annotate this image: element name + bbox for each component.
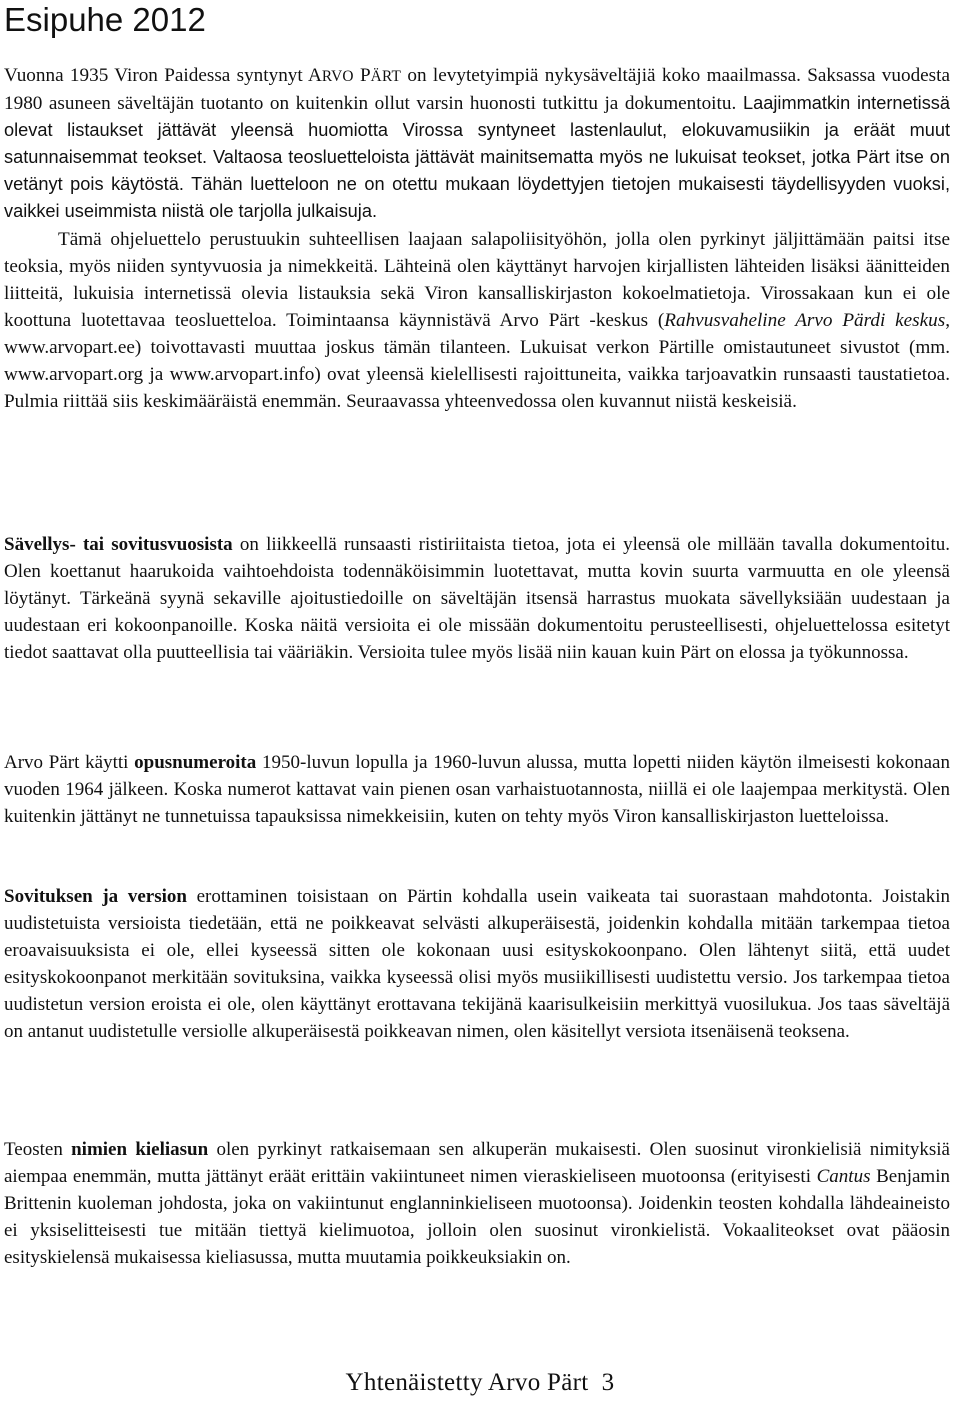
page-footer bbox=[0, 1368, 960, 1398]
section-opus bbox=[4, 749, 950, 830]
intro-paragraph-1 bbox=[4, 62, 950, 226]
footer-book-title: Yhtenäistetty Arvo Pärt bbox=[345, 1369, 589, 1396]
language-text-b: Benjamin Brittenin kuoleman johdosta, joka on vakiintunut englanninkieliseen muotoonsa). Joidenkin teosten kohdalla lähdeaineisto ei yksiselitteisesti tue mitään tiettyä kielimuotoa, jolloin olen suosinut vironkielistä. Vokaaliteokset ovat pääosin esityskielensä mukaisessa kieliasussa, mutta muutamia poikkeuksiakin on. bbox=[4, 1166, 950, 1269]
intro-text-c: on levytetyimpiä nykysäveltäjiä koko maailmassa. Saksassa vuodesta 1980 asuneen säveltäjän tuotanto on kuitenkin ollut varsin huonosti tutkittu ja dokumentoitu. bbox=[4, 65, 950, 115]
version-paragraph bbox=[4, 883, 950, 1046]
opus-text: 1950-luvun lopulla ja 1960-luvun alussa, mutta lopetti niiden käytön ilmeisesti kokonaan vuoden 1964 jälkeen. Koska numerot kattavat vain pienen osan varhaistuotannosta, niillä ei ole laajempaa merkitystä. Olen kuitenkin jättänyt ne tunnetuissa tapauksissa nimekkeisiin, kuten on tehty myös Viron kansalliskirjaston luetteloissa. bbox=[4, 752, 950, 828]
section-years bbox=[4, 531, 950, 666]
language-paragraph bbox=[4, 1136, 950, 1271]
intro-text-b: P bbox=[353, 65, 371, 86]
years-paragraph bbox=[4, 531, 950, 666]
years-heading-bold: Sävellys- tai sovitusvuosista bbox=[4, 534, 233, 555]
years-text: on liikkeellä runsaasti ristiriitaista tietoa, jota ei yleensä ole millään tavalla dokumentoitu. Olen koettanut haarukoida vaihtoehdoista todennäköisimmin luotettavat, mutta kovin suurta varmuutta en ole yleensä löytänyt. Tärkeänä syynä sekaville ajoitustiedoille on säveltäjän itsensä harrastus muokata sävellyksiään uudestaan ja uudestaan eri kokoonpanoille. Koska näitä versioita ei ole missään dokumentoitu perusteellisesti, ohjeluettelossa esitetyt tiedot saattavat olla puutteellisia tai vääriäkin. Versioita tulee myös lisää niin kauan kuin Pärt on elossa ja työkunnossa. bbox=[4, 534, 950, 664]
language-heading-bold: nimien kieliasun bbox=[71, 1139, 209, 1160]
section-language bbox=[4, 1136, 950, 1271]
section-version bbox=[4, 883, 950, 1046]
composer-lastname-smallcaps: ÄRT bbox=[370, 68, 402, 85]
composer-firstname-smallcaps: RVO bbox=[321, 68, 354, 85]
intro-text-d: Laajimmatkin internetissä olevat listaukset jättävät yleensä huomiotta Virossa syntyneet lastenlaulut, elokuvamusiikin ja eräät muut satunnaisemmat teokset. Valtaosa teosluetteloista jättävät mainitsematta myös ne lukuisat teokset, jotka Pärt itse on vetänyt pois käytöstä. Tähän luetteloon ne on otettu mukaan löydettyjen tietojen mukaisesti täydellisyyden vuoksi, vaikkei useimmista niistä ole tarjolla julkaisuja. bbox=[4, 93, 950, 222]
centre-name-italic: Rahvusvaheline Arvo Pärdi keskus bbox=[664, 309, 946, 331]
document-page bbox=[4, 0, 950, 1269]
cantus-italic: Cantus bbox=[816, 1166, 871, 1188]
opus-heading-bold: opusnumeroita bbox=[134, 752, 257, 773]
page-title: Esipuhe 2012 bbox=[4, 1, 206, 38]
intro-p2-text-a: Tämä ohjeluettelo perustuukin suhteellisen laajaan salapoliisityöhön, jolla olen pyrkinyt jäljittämään paitsi itse teoksia, myös niiden syntyvuosia ja nimekkeitä. Lähteinä olen käyttänyt harvojen kirjallisten lähteiden lisäksi äänitteiden liitteitä, lukuisia internetissä olevia listauksia sekä Viron kansalliskirjaston kokoelmatietoja. Virossakaan kun ei ole koottuna luotettavaa teosluetteloa. Toimintaansa käynnistävä Arvo Pärt -keskus ( bbox=[4, 228, 950, 331]
intro-paragraph-2 bbox=[4, 226, 950, 416]
version-text: erottaminen toisistaan on Pärtin kohdalla usein vaikeata tai suorastaan mahdotonta. Joistakin uudistetuista versioista tiedetään, että ne poikkeavat selvästi alkuperäisestä, joidenkin kohdalla mitään tarkempaa tietoa eroavaisuuksista ei ole, ellei kyseessä sitten ole kokonaan uusi esityskokoonpano. Olen lähtenyt siitä, että uudet esityskokoonpanot merkitään sovituksina, vaikka kyseessä olisi myös musiikillisesti uudistettu versio. Jos tarkempaa tietoa uudistetun version eroista ei ole, olen käyttänyt erottavana tekijänä kaarisulkeisiin merkittyä vuosilukua. Jos taas säveltäjä on antanut uudistetulle versiolle alkuperäisestä poikkeavan nimen, olen käsitellyt versiota itsenäisenä teoksena. bbox=[4, 886, 950, 1043]
intro-text-a: Vuonna 1935 Viron Paidessa syntynyt A bbox=[4, 65, 322, 86]
language-text-a: olen pyrkinyt ratkaisemaan sen alkuperän mukaisesti. Olen suosinut vironkielisiä nimityksiä aiempaa enemmän, mutta jättänyt eräät erittäin vakiintuneet nimen vieraskieliseen muotoonsa (erityisesti bbox=[4, 1139, 950, 1188]
version-heading-bold: Sovituksen ja version bbox=[4, 886, 187, 907]
intro-section bbox=[4, 62, 950, 415]
opus-text-before: Arvo Pärt käytti bbox=[4, 752, 135, 773]
footer-page-number: 3 bbox=[601, 1369, 615, 1396]
intro-p2-text-b: , www.arvopart.ee) toivottavasti muuttaa joskus tämän tilanteen. Lukuisat verkon Pärtille omistautuneet sivustot (mm. www.arvopart.org ja www.arvopart.info) ovat yleensä kielellisesti rajoittuneita, vaikka tarjoavatkin runsaasti taustatietoa. Pulmia riittää siis keskimääräistä enemmän. Seuraavassa yhteenvedossa olen kuvannut niistä keskeisiä. bbox=[4, 309, 950, 413]
opus-paragraph bbox=[4, 749, 950, 830]
language-text-before: Teosten bbox=[4, 1139, 72, 1160]
